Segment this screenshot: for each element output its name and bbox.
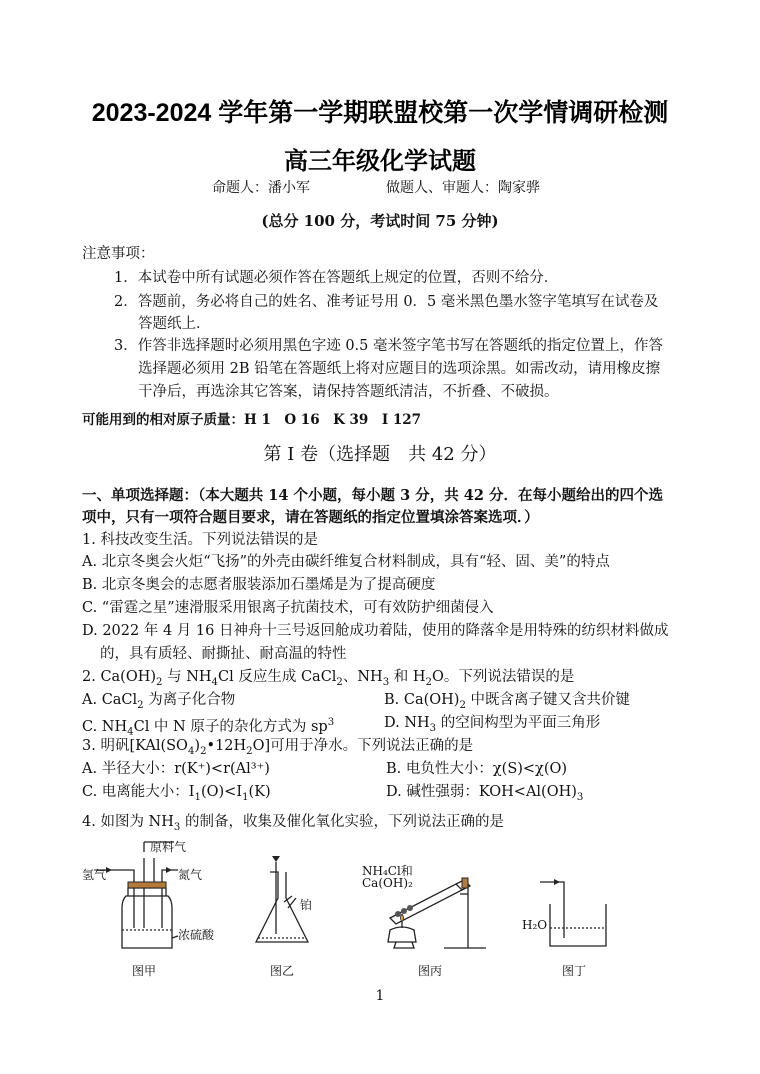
figure-bing-label: 图丙 bbox=[418, 964, 443, 978]
q4-stem: 4. 如图为 $NH_3$ 的制备，收集及催化氧化实验，下列说法正确的是 bbox=[82, 814, 504, 833]
author-left: 命题人：潘小军 bbox=[212, 180, 310, 196]
note-1: 1．本试卷中所有试题必须作答在答题纸上规定的位置，否则不给分． bbox=[114, 270, 559, 286]
nh4cl-label: NH₄Cl和 bbox=[362, 864, 413, 878]
q3-stem: 3. 明矾$[KAl(SO_4)_2•12H_2O]$可用于净水。下列说法正确的是 bbox=[82, 738, 474, 757]
conical-flask-drawing bbox=[250, 838, 330, 958]
q1-stem: 1. 科技改变生活。下列说法错误的是 bbox=[82, 532, 318, 548]
beaker-drawing bbox=[520, 838, 620, 958]
exam-subtitle: 高三年级化学试题 bbox=[284, 148, 476, 175]
q2-option-c: C. $NH_4Cl$ 中 N 原子的杂化方式为 $sp^3$ bbox=[82, 717, 335, 738]
note-2-line-1: 2．答题前，务必将自己的姓名、准考证号用 0．5 毫米黑色墨水签字笔填写在试卷及 bbox=[114, 294, 659, 310]
q3-option-a: A. 半径大小：r(K⁺)<r(Al³⁺) bbox=[82, 761, 270, 777]
page-number: 1 bbox=[375, 988, 385, 1004]
figure-yi bbox=[250, 838, 330, 978]
q2-stem: 2. $Ca(OH)_2$ 与 $NH_4Cl$ 反应生成 CaCl$_2$、$NH_3$ 和 $H_2O$。下列说法错误的是 bbox=[82, 669, 575, 688]
note-2-line-2: 答题纸上． bbox=[138, 316, 211, 332]
atomic-mass-line: 可能用到的相对原子质量：H 1 O 16 K 39 I 127 bbox=[82, 412, 422, 428]
q1-option-c: C. “雷霆之星”速滑服采用银离子抗菌技术，可有效防护细菌侵入 bbox=[82, 600, 494, 616]
figure-yi-label: 图乙 bbox=[270, 964, 295, 978]
water-label: H₂O bbox=[522, 918, 548, 932]
wash-bottle-drawing bbox=[82, 838, 222, 958]
q2-option-b: B. $Ca(OH)_2$ 中既含离子键又含共价键 bbox=[384, 692, 631, 711]
q2-option-d: D. $NH_3$ 的空间构型为平面三角形 bbox=[384, 715, 601, 734]
figure-ding-label: 图丁 bbox=[562, 964, 587, 978]
note-3-line-1: 3．作答非选择题时必须用黑色字迹 0.5 毫米签字笔书写在答题纸的指定位置上，作答 bbox=[114, 338, 664, 354]
figure-bing bbox=[360, 838, 490, 978]
q3-option-c: C. 电离能大小：$I_1(O)<I_1(K)$ bbox=[82, 784, 271, 803]
platinum-label: 铂 bbox=[300, 898, 313, 912]
note-3-line-3: 干净后，再选涂其它答案，请保持答题纸清洁，不折叠、不破损。 bbox=[138, 384, 559, 400]
q1-option-a: A. 北京冬奥会火炬“飞扬”的外壳由碳纤维复合材料制成，具有“轻、固、美”的特点 bbox=[82, 554, 610, 570]
section-title: 第 I 卷（选择题 共 42 分） bbox=[263, 444, 497, 465]
notes-heading: 注意事项： bbox=[82, 246, 155, 262]
conc-acid-label: 浓硫酸 bbox=[178, 928, 215, 942]
part1-intro-line-2: 项中，只有一项符合题目要求，请在答题纸的指定位置填涂答案选项．） bbox=[82, 509, 539, 526]
raw-gas-label: 原料气 bbox=[150, 840, 187, 854]
heating-setup-drawing bbox=[360, 838, 490, 958]
caoh2-label: Ca(OH)₂ bbox=[362, 876, 413, 890]
exam-title: 2023-2024 学年第一学期联盟校第一次学情调研检测 bbox=[91, 99, 669, 127]
figure-jia bbox=[82, 838, 222, 978]
q1-option-b: B. 北京冬奥会的志愿者服装添加石墨烯是为了提高硬度 bbox=[82, 577, 436, 593]
q2-option-a: A. CaCl$_2$ 为离子化合物 bbox=[82, 692, 236, 711]
author-right: 做题人、审题人：陶家骅 bbox=[386, 180, 540, 196]
part1-intro-line-1: 一、单项选择题：（本大题共 14 个小题，每小题 3 分，共 42 分．在每小题给出的四个选 bbox=[82, 487, 663, 504]
figure-jia-label: 图甲 bbox=[132, 964, 157, 978]
hydrogen-label: 氢气 bbox=[82, 868, 107, 882]
note-3-line-2: 选择题必须用 2B 铅笔在答题纸上将对应题目的选项涂黑。如需改动，请用橡皮擦 bbox=[138, 361, 661, 377]
q1-option-d-line-1: D. 2022 年 4 月 16 日神舟十三号返回舱成功着陆，使用的降落伞是用特殊的纺织材料做成 bbox=[82, 623, 669, 639]
q3-option-d: D. 碱性强弱：$KOH<Al(OH)_3$ bbox=[386, 784, 584, 803]
nitrogen-label: 氮气 bbox=[178, 868, 203, 882]
figure-ding bbox=[520, 838, 620, 978]
score-info: (总分 100 分，考试时间 75 分钟) bbox=[261, 212, 499, 230]
q1-option-d-line-2: 的，具有质轻、耐撕扯、耐高温的特性 bbox=[100, 646, 347, 662]
q3-option-b: B. 电负性大小：χ(S)<χ(O) bbox=[386, 761, 568, 777]
